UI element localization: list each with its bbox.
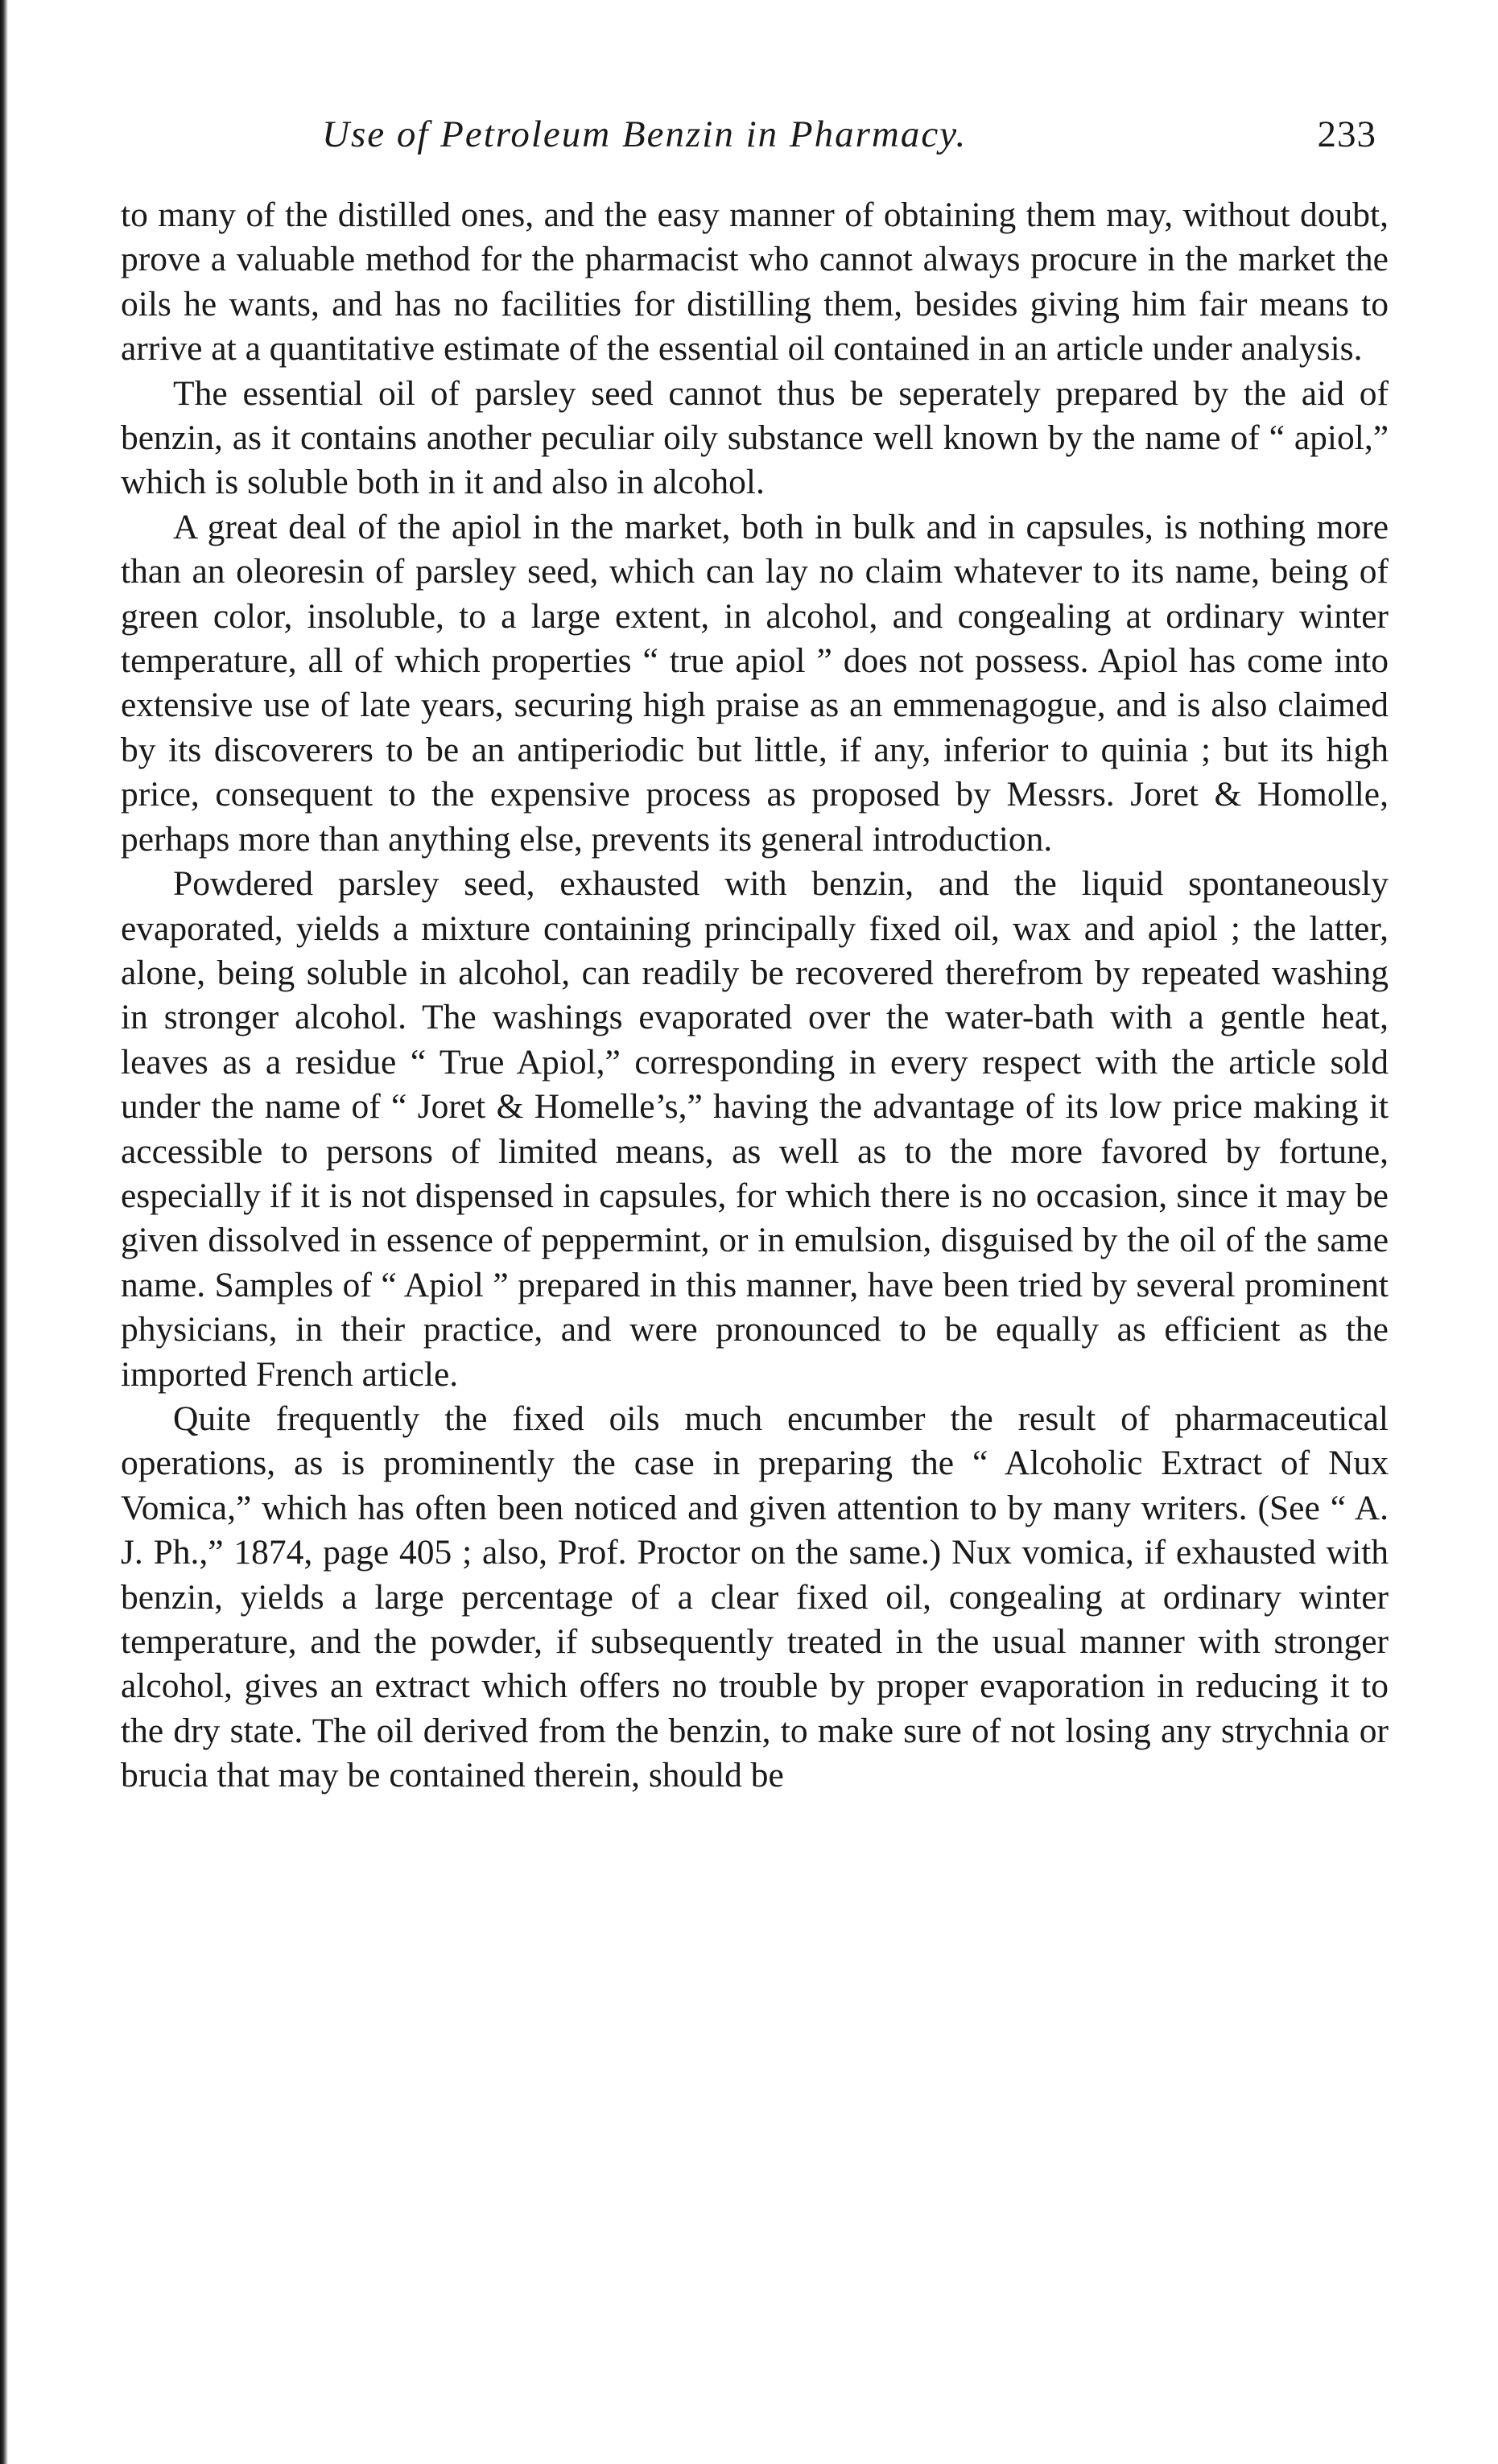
- paragraph-powdered-parsley: Powdered parsley seed, exhausted with benzin, and the liquid spontaneously evaporated, yields a mixture containing principally fixed oil, wax and apiol ; the latter, alone, being soluble in alcohol, can readily be recovered therefrom by repeated washing in stronger alcohol. The washings evaporated over the water-bath with a gentle heat, leaves as a residue “ True Apiol,” corresponding in every respect with the article sold under the name of “ Joret & Homelle’s,” having the advantage of its low price making it accessible to persons of limited means, as well as to the more favored by fortune, especially if it is not dispensed in capsules, for which there is no occasion, since it may be given dissolved in essence of peppermint, or in emulsion, disguised by the oil of the same name. Samples of “ Apiol ” prepared in this manner, have been tried by several prominent physicians, in their practice, and were pronounced to be equally as efficient as the imported French article.: [121, 864, 1389, 1394]
- scan-binding-edge: [0, 0, 8, 2464]
- page-number: 233: [1317, 113, 1376, 155]
- paragraph-nux-vomica: Quite frequently the fixed oils much encumber the result of pharmaceutical operations, as is prominently the case in preparing the “ Alcoholic Extract of Nux Vomica,” which has often been noticed and given attention to by many writers. (See “ A. J. Ph.,” 1874, page 405 ; also, Prof. Proctor on the same.) Nux vomica, if exhausted with benzin, yields a large percentage of a clear fixed oil, congealing at ordinary winter temperature, and the powder, if subsequently treated in the usual manner with stronger alcohol, gives an extract which offers no trouble by proper evaporation in reducing it to the dry state. The oil derived from the benzin, to make sure of not losing any strychnia or brucia that may be contained therein, should be: [121, 1399, 1389, 1795]
- paragraph-apiol-market: A great deal of the apiol in the market, both in bulk and in capsules, is nothing more than an oleoresin of parsley seed, which can lay no claim whatever to its name, being of green color, insoluble, to a large extent, in alcohol, and congealing at ordinary winter temperature, all of which properties “ true apiol ” does not possess. Apiol has come into extensive use of late years, securing high praise as an emmenagogue, and is also claimed by its discoverers to be an antiperiodic but little, if any, inferior to quinia ; but its high price, consequent to the expensive process as proposed by Messrs. Joret & Homolle, perhaps more than anything else, prevents its general introduction.: [121, 507, 1389, 859]
- paragraph-parsley-oil: The essential oil of parsley seed cannot thus be seperately prepared by the aid of benzin, as it contains another peculiar oily substance well known by the name of “ apiol,” which is soluble both in it and also in alcohol.: [121, 373, 1389, 502]
- body-text: [121, 193, 1389, 1799]
- paragraph-continued: to many of the distilled ones, and the easy manner of obtaining them may, without doubt, prove a valuable method for the pharmacist who cannot always procure in the market the oils he wants, and has no facilities for distilling them, besides giving him fair means to arrive at a quantitative estimate of the essential oil contained in an article under analysis.: [121, 196, 1389, 369]
- page-header: [121, 113, 1376, 169]
- running-title: Use of Petroleum Benzin in Pharmacy.: [322, 113, 968, 155]
